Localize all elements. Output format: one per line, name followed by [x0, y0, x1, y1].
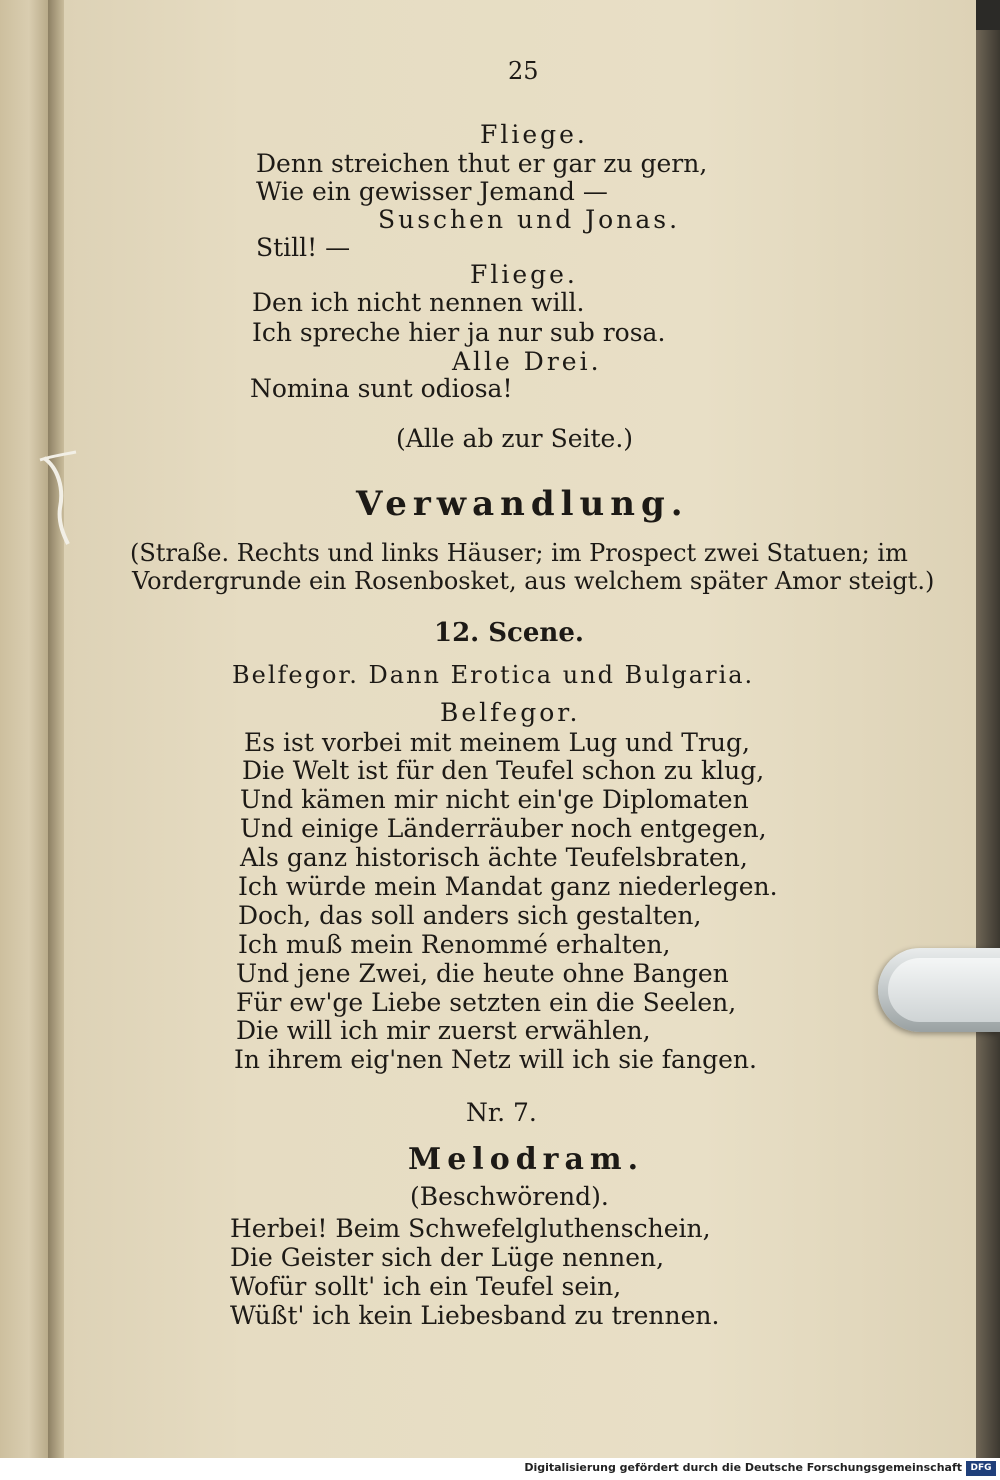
verse-line: Ich würde mein Mandat ganz niederlegen. [238, 872, 778, 901]
speaker-name: Belfegor. [440, 698, 581, 727]
speaker-name: Alle Drei. [452, 347, 602, 376]
cast-line: Belfegor. Dann Erotica und Bulgaria. [232, 661, 755, 689]
verse-line: Nomina sunt odiosa! [250, 374, 513, 403]
stage-direction: (Straße. Rechts und links Häuser; im Prospect zwei Statuen; im [130, 539, 908, 567]
verse-line: Und einige Länderräuber noch entgegen, [240, 814, 767, 843]
speaker-name: Fliege. [470, 260, 578, 289]
verse-line: Den ich nicht nennen will. [252, 288, 585, 317]
speaker-name: Fliege. [480, 120, 588, 149]
speaker-name: Suschen und Jonas. [378, 205, 681, 234]
verse-line: Die will ich mir zuerst erwählen, [236, 1016, 651, 1045]
stage-direction: Vordergrunde ein Rosenbosket, aus welchem später Amor steigt.) [132, 567, 935, 595]
verse-line: Die Welt ist für den Teufel schon zu klug, [242, 756, 765, 785]
verse-line: Denn streichen thut er gar zu gern, [256, 149, 708, 178]
stage-direction: (Beschwörend). [410, 1182, 609, 1211]
scene-heading: 12. Scene. [434, 618, 584, 648]
verse-line: Doch, das soll anders sich gestalten, [238, 901, 702, 930]
verse-line: Wie ein gewisser Jemand — [256, 177, 608, 206]
stage-direction: (Alle ab zur Seite.) [396, 424, 634, 453]
verse-line: Für ew'ge Liebe setzten ein die Seelen, [236, 988, 737, 1017]
page-clip [878, 948, 1000, 1032]
facing-page-edge [0, 0, 48, 1458]
verse-line: Und kämen mir nicht ein'ge Diplomaten [240, 785, 749, 814]
verse-line: Wüßt' ich kein Liebesband zu trennen. [230, 1301, 720, 1330]
verse-line: Ich muß mein Renommé erhalten, [238, 930, 671, 959]
verse-line: Herbei! Beim Schwefelgluthenschein, [230, 1214, 711, 1243]
page-number: 25 [508, 57, 539, 85]
verse-line: Es ist vorbei mit meinem Lug und Trug, [244, 728, 750, 757]
verse-line: In ihrem eig'nen Netz will ich sie fangen. [234, 1045, 757, 1074]
number-heading: Nr. 7. [466, 1098, 537, 1127]
page-stack-edge [976, 30, 1000, 1458]
section-heading: Verwandlung. [356, 484, 689, 524]
verse-line: Wofür sollt' ich ein Teufel sein, [230, 1272, 622, 1301]
verse-line: Still! — [256, 233, 351, 262]
book-gutter [48, 0, 64, 1458]
verse-line: Als ganz historisch ächte Teufelsbraten, [240, 843, 748, 872]
dfg-logo: DFG [966, 1461, 996, 1476]
verse-line: Und jene Zwei, die heute ohne Bangen [236, 959, 729, 988]
verse-line: Die Geister sich der Lüge nennen, [230, 1243, 665, 1272]
section-heading: Melodram. [408, 1142, 645, 1177]
verse-line: Ich spreche hier ja nur sub rosa. [252, 318, 666, 347]
footer-bar [0, 1458, 1000, 1480]
funding-credit: Digitalisierung gefördert durch die Deutsche Forschungsgemeinschaft [524, 1461, 962, 1474]
binding-thread [38, 448, 78, 548]
